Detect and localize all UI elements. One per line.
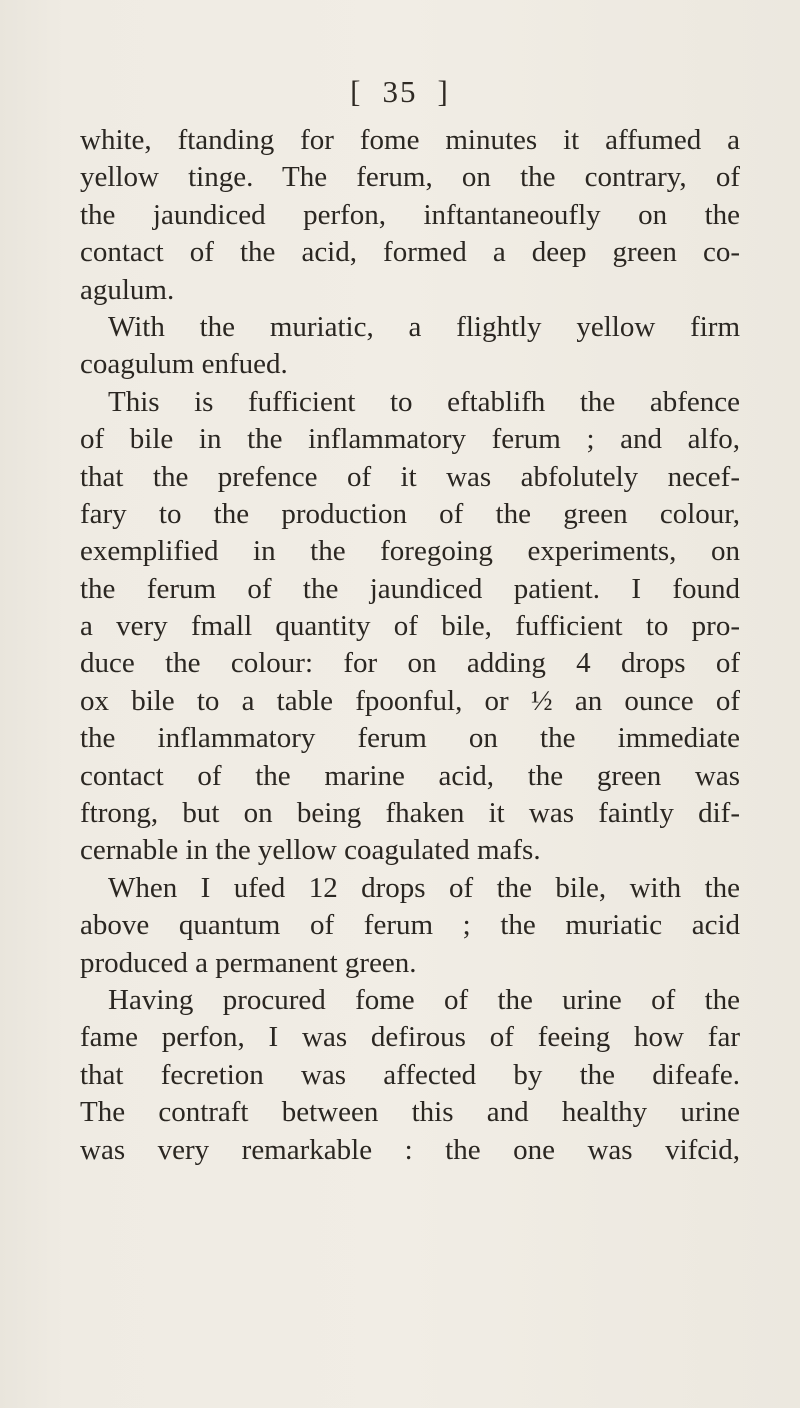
text-line: the ferum of the jaundiced patient. I found bbox=[80, 572, 740, 605]
page-number: 35 bbox=[382, 74, 418, 109]
text-line: With the muriatic, a flightly yellow firm bbox=[108, 310, 740, 343]
text-line: a very fmall quantity of bile, fufficient to pro- bbox=[80, 610, 740, 643]
text-line: produced a permanent green. bbox=[80, 946, 417, 979]
text-line: When I ufed 12 drops of the bile, with the bbox=[108, 871, 740, 904]
text-line: was very remarkable : the one was vifcid, bbox=[80, 1133, 740, 1166]
text-line: white, ftanding for fome minutes it affumed a bbox=[80, 124, 740, 156]
text-line: This is fufficient to eftablifh the abfence bbox=[108, 385, 740, 418]
text-line: that fecretion was affected by the difeafe. bbox=[80, 1058, 740, 1091]
text-line: ox bile to a table fpoonful, or ½ an ounce of bbox=[80, 684, 740, 717]
header-close-bracket: ] bbox=[437, 74, 450, 109]
text-line: Having procured fome of the urine of the bbox=[108, 983, 740, 1016]
text-line: yellow tinge. The ferum, on the contrary, of bbox=[80, 161, 740, 194]
body-text bbox=[80, 122, 740, 1169]
text-line: fame perfon, I was defirous of feeing how far bbox=[80, 1021, 740, 1054]
text-line: contact of the marine acid, the green was bbox=[80, 759, 740, 792]
text-line: the inflammatory ferum on the immediate bbox=[80, 722, 740, 755]
text-line: cernable in the yellow coagulated mafs. bbox=[80, 834, 541, 867]
text-line: coagulum enfued. bbox=[80, 348, 288, 381]
text-line: the jaundiced perfon, inftantaneoufly on the bbox=[80, 198, 740, 231]
text-line: fary to the production of the green colour, bbox=[80, 497, 740, 530]
text-line: duce the colour: for on adding 4 drops of bbox=[80, 647, 740, 680]
text-line: of bile in the inflammatory ferum ; and alfo, bbox=[80, 423, 740, 456]
text-line: The contraft between this and healthy urine bbox=[80, 1096, 740, 1129]
text-line: exemplified in the foregoing experiments, on bbox=[80, 535, 740, 568]
text-line: above quantum of ferum ; the muriatic acid bbox=[80, 909, 740, 942]
text-line: ftrong, but on being fhaken it was faintly dif- bbox=[80, 797, 740, 830]
text-line: contact of the acid, formed a deep green co- bbox=[80, 236, 740, 269]
header-open-bracket: [ bbox=[350, 74, 363, 109]
text-line: that the prefence of it was abfolutely necef- bbox=[80, 460, 740, 493]
text-line: agulum. bbox=[80, 273, 175, 306]
page-header bbox=[0, 74, 800, 110]
